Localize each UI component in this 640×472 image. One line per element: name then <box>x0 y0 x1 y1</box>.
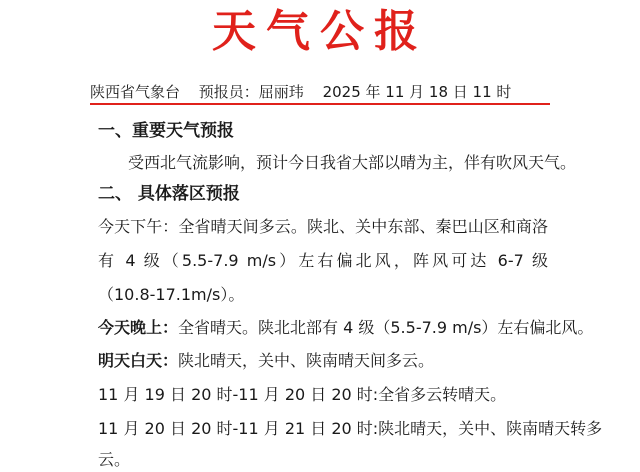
tomorrow-label: 明天白天： <box>98 351 179 370</box>
header-divider <box>90 103 550 105</box>
section-1-heading: 一、重要天气预报 <box>98 121 234 141</box>
tomorrow-forecast <box>98 350 434 372</box>
forecaster-name: 预报员：屈丽玮 <box>198 83 304 101</box>
bulletin-title: 天气公报 <box>212 6 428 57</box>
issue-time: 2025 年 11 月 18 日 11 时 <box>322 83 512 101</box>
issuing-agency: 陕西省气象台 <box>90 83 181 101</box>
period-forecast-2-line-1: 11 月 20 日 20 时-11 月 21 日 20 时:陕北晴天，关中、陕南晴天转多 <box>98 419 603 438</box>
afternoon-forecast-line-3: （10.8-17.1m/s）。 <box>98 285 245 304</box>
tonight-forecast <box>98 317 593 339</box>
tonight-text: 全省晴天。陕北北部有 4 级（5.5-7.9 m/s）左右偏北风。 <box>178 318 594 337</box>
period-forecast-1: 11 月 19 日 20 时-11 月 20 日 20 时:全省多云转晴天。 <box>98 385 507 404</box>
tonight-label: 今天晚上： <box>98 318 179 337</box>
period-forecast-2-line-2: 云。 <box>98 450 131 469</box>
section-2-heading: 二、 具体落区预报 <box>98 184 240 204</box>
bulletin-meta <box>90 82 550 102</box>
afternoon-forecast-line-1: 今天下午：全省晴天间多云。陕北、关中东部、秦巴山区和商洛 <box>98 217 548 236</box>
afternoon-forecast-line-2: 有 4 级（5.5-7.9 m/s）左右偏北风，阵风可达 6-7 级 <box>98 251 548 270</box>
section-1-body: 受西北气流影响，预计今日我省大部以晴为主，伴有吹风天气。 <box>128 153 577 172</box>
tomorrow-text: 陕北晴天，关中、陕南晴天间多云。 <box>178 351 435 370</box>
